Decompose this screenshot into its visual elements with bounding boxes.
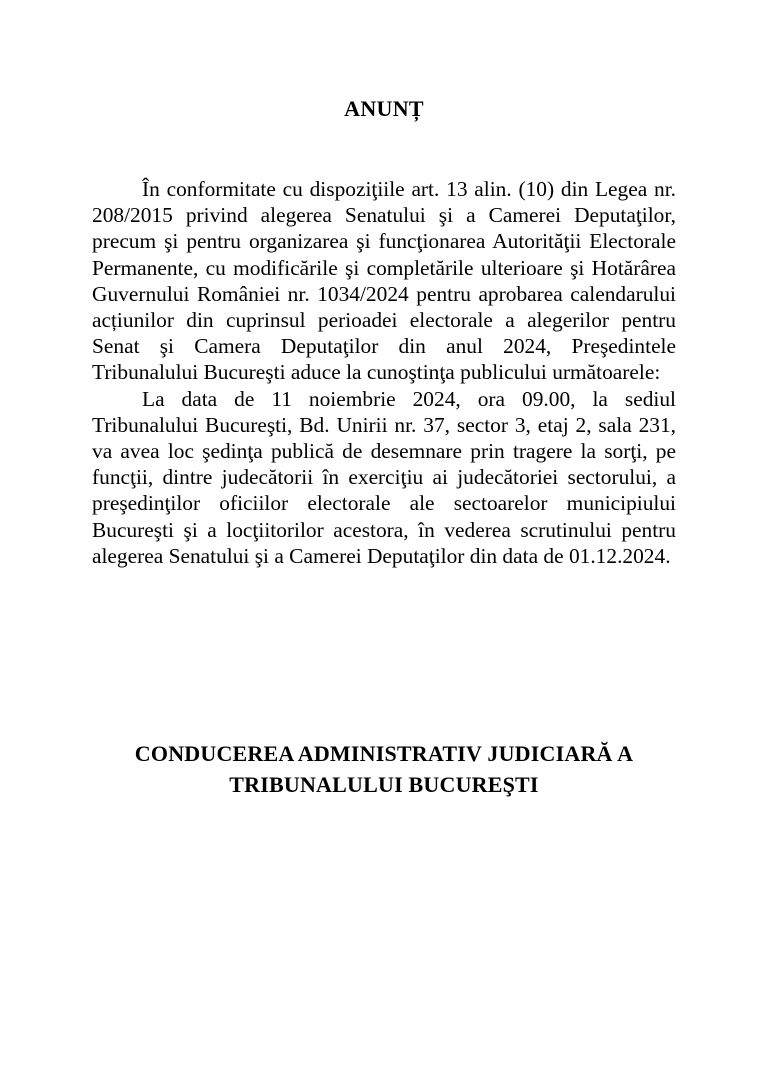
- announcement-title: ANUNȚ: [344, 96, 424, 121]
- issuing-authority-line-2: TRIBUNALULUI BUCUREŞTI: [229, 772, 539, 797]
- announcement-body: [92, 176, 676, 569]
- paragraph-session-details: La data de 11 noiembrie 2024, ora 09.00, la sediul Tribunalului Bucureşti, Bd. Unirii nr. 37, sector 3, etaj 2, sala 231, va avea loc şedinţa publică de desemnare prin tragere la sorţi, pe funcţii, dintre judecătorii în exerciţiu ai judecătoriei sectorului, a preşedinţilor oficiilor electorale ale sectoarelor municipiului Bucureşti şi a locţiitorilor acestora, în vederea scrutinului pentru alegerea Senatului şi a Camerei Deputaţilor din data de 01.12.2024.: [92, 386, 676, 568]
- issuing-authority: [0, 738, 768, 800]
- paragraph-legal-basis: În conformitate cu dispoziţiile art. 13 alin. (10) din Legea nr. 208/2015 privind alegerea Senatului şi a Camerei Deputaţilor, precum şi pentru organizarea şi funcţionarea Autorităţii Electorale Permanente, cu modificările şi completările ulterioare şi Hotărârea Guvernului României nr. 1034/2024 pentru aprobarea calendarului acțiunilor din cuprinsul perioadei electorale a alegerilor pentru Senat şi Camera Deputaţilor din anul 2024, Preşedintele Tribunalului Bucureşti aduce la cunoştinţa publicului următoarele:: [92, 177, 676, 385]
- issuing-authority-line-1: CONDUCEREA ADMINISTRATIV JUDICIARĂ A: [134, 741, 634, 766]
